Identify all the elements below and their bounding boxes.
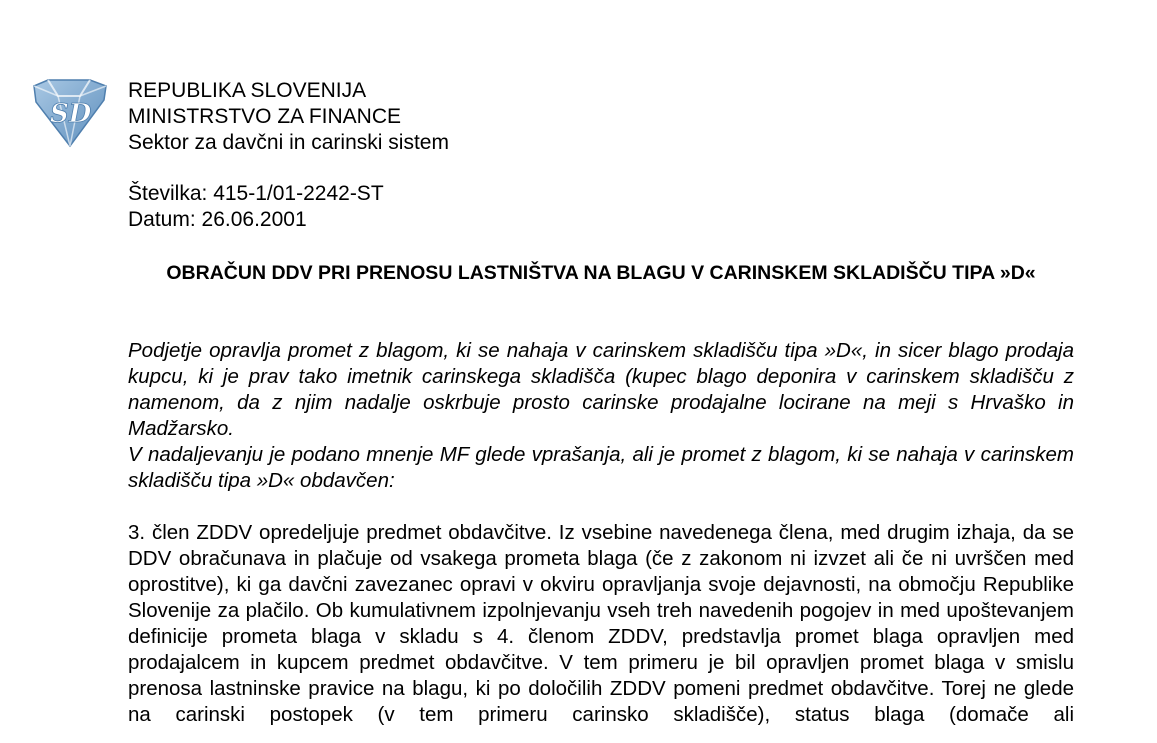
body-paragraph-1: 3. člen ZDDV opredeljuje predmet obdavčitve. Iz vsebine navedenega člena, med drugim izhaja, da se DDV obračunava in plačuje od vsakega prometa blaga (če z zakonom ni izvzet ali če ni uvrščen med oprostitve), ki ga davčni zavezanec opravi v okviru opravljanja svoje dejavnosti, na območju Republike Slovenije za plačilo. Ob kumulativnem izpolnjevanju vseh treh navedenih pogojev in med upoštevanjem definicije prometa blaga v skladu s 4. členom ZDDV, predstavlja promet blaga opravljen med prodajalcem in kupcem predmet obdavčitve. V tem primeru je bil opravljen promet blaga v smislu prenosa lastninske pravice na blagu, ki po določilih ZDDV pomeni predmet obdavčitve. Torej ne glede na carinski postopek (v tem primeru carinsko skladišče), status blaga (domače ali (128, 521, 1074, 726)
document-reference (128, 181, 384, 233)
header-ministry: MINISTRSTVO ZA FINANCE (128, 105, 402, 128)
intro-paragraph-1: Podjetje opravlja promet z blagom, ki se nahaja v carinskem skladišču tipa »D«, in sicer blago prodaja kupcu, ki je prav tako imetnik carinskega skladišča (kupec blago deponira v carinskem skladišču z namenom, da z njim nadalje oskrbuje prosto carinske prodajalne locirane na meji s Hrvaško in Madžarsko. (128, 339, 1074, 440)
document-title: OBRAČUN DDV PRI PRENOSU LASTNIŠTVA NA BLAGU V CARINSKEM SKLADIŠČU TIPA »D« (166, 262, 1036, 284)
document-number: Številka: 415-1/01-2242-ST (128, 182, 384, 205)
logo-text: SD (50, 99, 92, 129)
sd-logo-icon (28, 78, 110, 148)
header-country: REPUBLIKA SLOVENIJA (128, 79, 367, 102)
header-sector: Sektor za davčni in carinski sistem (128, 131, 449, 154)
institution-header (128, 78, 449, 156)
document-body (128, 338, 1074, 728)
intro-paragraph-2: V nadaljevanju je podano mnenje MF glede vprašanja, ali je promet z blagom, ki se nahaja v carinskem skladišču tipa »D« obdavčen: (128, 443, 1074, 492)
document-date: Datum: 26.06.2001 (128, 208, 307, 231)
